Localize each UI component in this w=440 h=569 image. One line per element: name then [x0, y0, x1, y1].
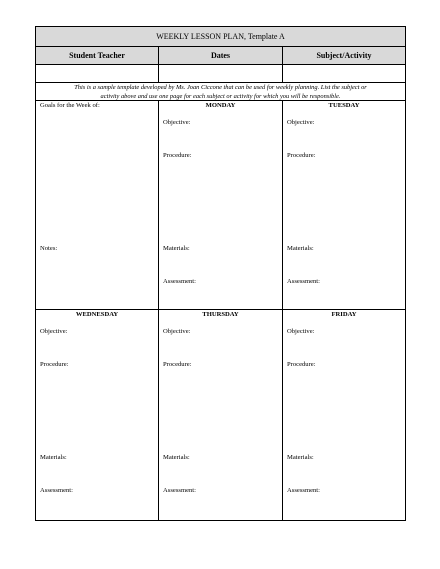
wednesday-title: WEDNESDAY — [75, 311, 119, 318]
monday-cell[interactable] — [159, 101, 283, 309]
tuesday-cell[interactable] — [283, 101, 405, 309]
procedure-label: Procedure: — [40, 361, 69, 368]
note-line-1: This is a sample template developed by Ms. Joan Ciccone that can be used for weekly planning. List the subject or — [74, 84, 367, 91]
note-line-2: activity above and use one page for each subject or activity for which you will be responsible. — [100, 92, 341, 100]
assessment-label: Assessment: — [287, 487, 320, 494]
wednesday-cell[interactable] — [36, 310, 159, 520]
week-row-1 — [36, 101, 405, 310]
objective-label: Objective: — [287, 328, 315, 335]
thursday-title: THURSDAY — [202, 311, 239, 318]
objective-label: Objective: — [40, 328, 68, 335]
assessment-label: Assessment: — [287, 278, 320, 285]
assessment-label: Assessment: — [163, 278, 196, 285]
student-teacher-field[interactable] — [36, 65, 159, 82]
tuesday-title: TUESDAY — [328, 102, 360, 109]
header-student-teacher: Student Teacher — [36, 47, 159, 64]
objective-label: Objective: — [287, 119, 315, 126]
header-subject-activity: Subject/Activity — [316, 51, 372, 60]
procedure-label: Procedure: — [163, 152, 192, 159]
procedure-label: Procedure: — [287, 361, 316, 368]
monday-title: MONDAY — [205, 102, 236, 109]
thursday-cell[interactable] — [159, 310, 283, 520]
materials-label: Materials: — [163, 454, 190, 461]
template-note — [36, 83, 405, 101]
assessment-label: Assessment: — [40, 487, 73, 494]
materials-label: Materials: — [287, 245, 314, 252]
friday-cell[interactable] — [283, 310, 405, 520]
objective-label: Objective: — [163, 328, 191, 335]
friday-title: FRIDAY — [331, 311, 357, 318]
page-title: WEEKLY LESSON PLAN, Template A — [156, 32, 285, 41]
goals-notes-cell[interactable] — [36, 101, 159, 309]
entry-row — [36, 65, 405, 83]
header-row — [36, 47, 405, 65]
header-dates: Dates — [159, 47, 283, 64]
objective-label: Objective: — [163, 119, 191, 126]
dates-field[interactable] — [159, 65, 283, 82]
materials-label: Materials: — [287, 454, 314, 461]
week-row-2 — [36, 310, 405, 520]
procedure-label: Procedure: — [163, 361, 192, 368]
materials-label: Materials: — [163, 245, 190, 252]
assessment-label: Assessment: — [163, 487, 196, 494]
goals-label: Goals for the Week of: — [40, 102, 100, 109]
subject-activity-field[interactable] — [283, 65, 405, 82]
title-row — [36, 27, 405, 47]
notes-label: Notes: — [40, 245, 58, 252]
procedure-label: Procedure: — [287, 152, 316, 159]
materials-label: Materials: — [40, 454, 67, 461]
lesson-plan-table — [35, 26, 406, 521]
